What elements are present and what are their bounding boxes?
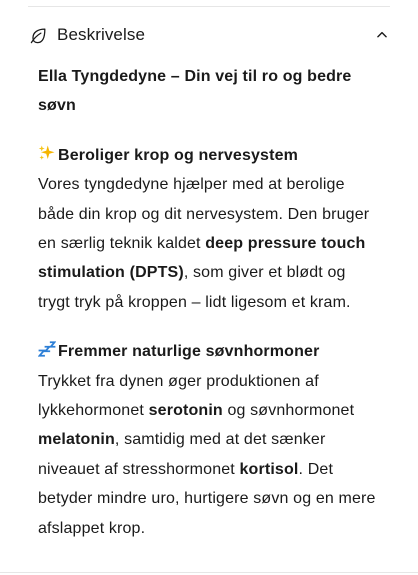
top-divider (28, 6, 390, 7)
body-bold-text: melatonin (38, 431, 115, 449)
body-text: . Det betyder mindre uro, hurtigere søvn og en mere afslappet krop. (38, 460, 376, 537)
body-text: og søvnhormonet (222, 402, 355, 420)
body-text: Vores tyngdedyne hjælper med at berolige både din krop og dit nervesystem. Den bruger en særlig teknik kaldet (38, 176, 370, 253)
body-bold-text: kortisol (239, 460, 299, 478)
body-bold-text: deep pressure touch stimulation (38, 235, 366, 282)
description-content (38, 62, 382, 563)
accordion-title: Beskrivelse (57, 25, 146, 44)
body-bold-text: serotonin (148, 402, 223, 420)
section-heading-text: Fremmer naturlige søvnhormoner (58, 343, 320, 361)
leaf-icon (28, 25, 48, 45)
bottom-divider (0, 572, 418, 573)
section-body-hormones (38, 367, 382, 543)
section-body-calming (38, 170, 382, 317)
section-heading-calming (38, 141, 382, 170)
accordion-header-description[interactable] (28, 18, 390, 52)
body-text: , som giver et blødt og trygt tryk på kroppen – lidt ligesom et kram. (38, 264, 351, 311)
body-text: Trykket fra dynen øger produktionen af lykkehormonet (38, 372, 319, 420)
section-heading-text: Beroliger krop og nervesystem (58, 146, 298, 164)
section-heading-hormones (38, 337, 382, 366)
section-hormones (38, 337, 382, 543)
body-text: , samtidig med at det sænker niveauet af stresshormonet (38, 431, 326, 478)
description-title: Ella Tyngdedyne – Din vej til ro og bedre søvn (38, 68, 352, 115)
sparkles-icon (38, 141, 58, 170)
chevron-up-icon[interactable] (374, 27, 390, 43)
body-bold-text: (DPTS) (129, 264, 184, 282)
zzz-icon (38, 337, 58, 366)
section-calming (38, 141, 382, 317)
